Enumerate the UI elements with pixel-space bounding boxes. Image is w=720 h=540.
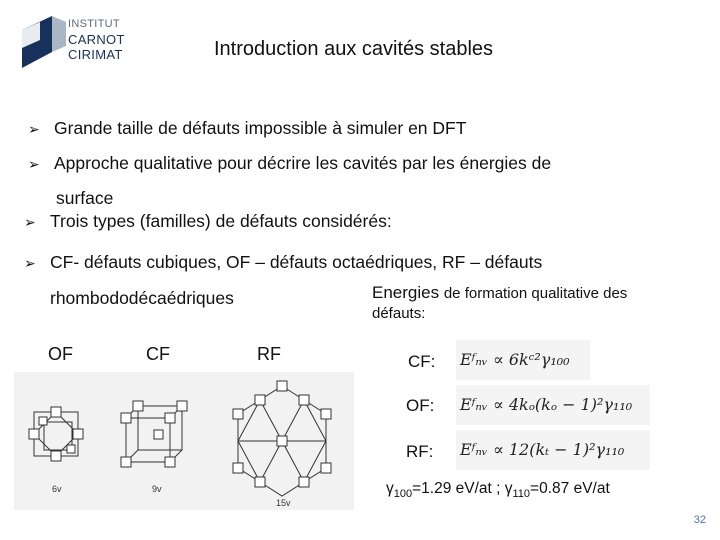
crystal-label-6v: 6v xyxy=(52,484,62,494)
bullet-text: Approche qualitative pour décrire les cavités par les énergies de xyxy=(54,153,552,173)
surface-energy-values xyxy=(386,480,610,500)
bullet-item xyxy=(28,118,466,139)
gamma-value-100: =1.29 eV/at ; γ xyxy=(412,480,513,497)
energy-heading-word: Energies xyxy=(372,283,440,302)
label-of: OF xyxy=(48,344,73,364)
bullet-text: Grande taille de défauts impossible à simuler en DFT xyxy=(54,118,467,138)
logo-line-3: CIRIMAT xyxy=(68,47,123,62)
energy-heading-rest: de formation qualitative des xyxy=(443,285,628,302)
gamma-value-110: =0.87 eV/at xyxy=(530,480,610,497)
logo-mark-icon xyxy=(22,16,66,68)
arrow-bullet-icon: ➢ xyxy=(28,121,40,137)
equation-label-rf: RF: xyxy=(406,442,434,461)
gamma-subscript-100: 100 xyxy=(393,488,413,501)
page-number: 32 xyxy=(693,514,706,526)
bullet-text: CF- défauts cubiques, OF – défauts octaédriques, RF – défauts xyxy=(50,252,543,272)
equation-rf: Eᶠₙᵥ ∝ 12(kₜ − 1)²γ₁₁₀ xyxy=(456,430,650,470)
bullet-item xyxy=(24,211,392,232)
equation-label-of: OF: xyxy=(406,396,435,415)
label-rf: RF xyxy=(257,344,281,364)
arrow-bullet-icon: ➢ xyxy=(24,214,36,230)
crystal-label-15v: 15v xyxy=(276,498,291,508)
equation-of: Eᶠₙᵥ ∝ 4kₒ(kₒ − 1)²γ₁₁₀ xyxy=(456,385,650,425)
equation-label-cf: CF: xyxy=(408,352,436,371)
equation-cf: Eᶠₙᵥ ∝ 6kᶜ²γ₁₀₀ xyxy=(456,340,590,380)
slide-title: Introduction aux cavités stables xyxy=(214,38,494,60)
gamma-symbol: γ xyxy=(386,480,394,497)
arrow-bullet-icon: ➢ xyxy=(28,156,40,172)
rhombododecahedral-defect-drawing xyxy=(233,381,331,496)
octahedral-defect-drawing xyxy=(29,407,83,461)
cubic-defect-drawing xyxy=(121,401,187,467)
bullet-item xyxy=(28,153,551,174)
arrow-bullet-icon: ➢ xyxy=(24,255,36,271)
energy-heading-line2: défauts: xyxy=(372,305,426,322)
bullet-item xyxy=(24,252,542,273)
logo-text xyxy=(68,17,125,62)
gamma-subscript-110: 110 xyxy=(512,488,531,501)
label-cf: CF xyxy=(146,344,170,364)
logo-line-1: INSTITUT xyxy=(68,18,120,30)
bullet-continuation: rhombododécaédriques xyxy=(50,288,234,308)
crystal-label-9v: 9v xyxy=(152,484,162,494)
bullet-text: Trois types (familles) de défauts considérés: xyxy=(50,211,392,231)
energy-heading xyxy=(372,283,627,303)
institut-carnot-cirimat-logo xyxy=(22,16,144,68)
logo-line-2: CARNOT xyxy=(68,32,125,47)
bullet-continuation: surface xyxy=(56,188,114,208)
defect-shapes-figure xyxy=(14,372,354,510)
